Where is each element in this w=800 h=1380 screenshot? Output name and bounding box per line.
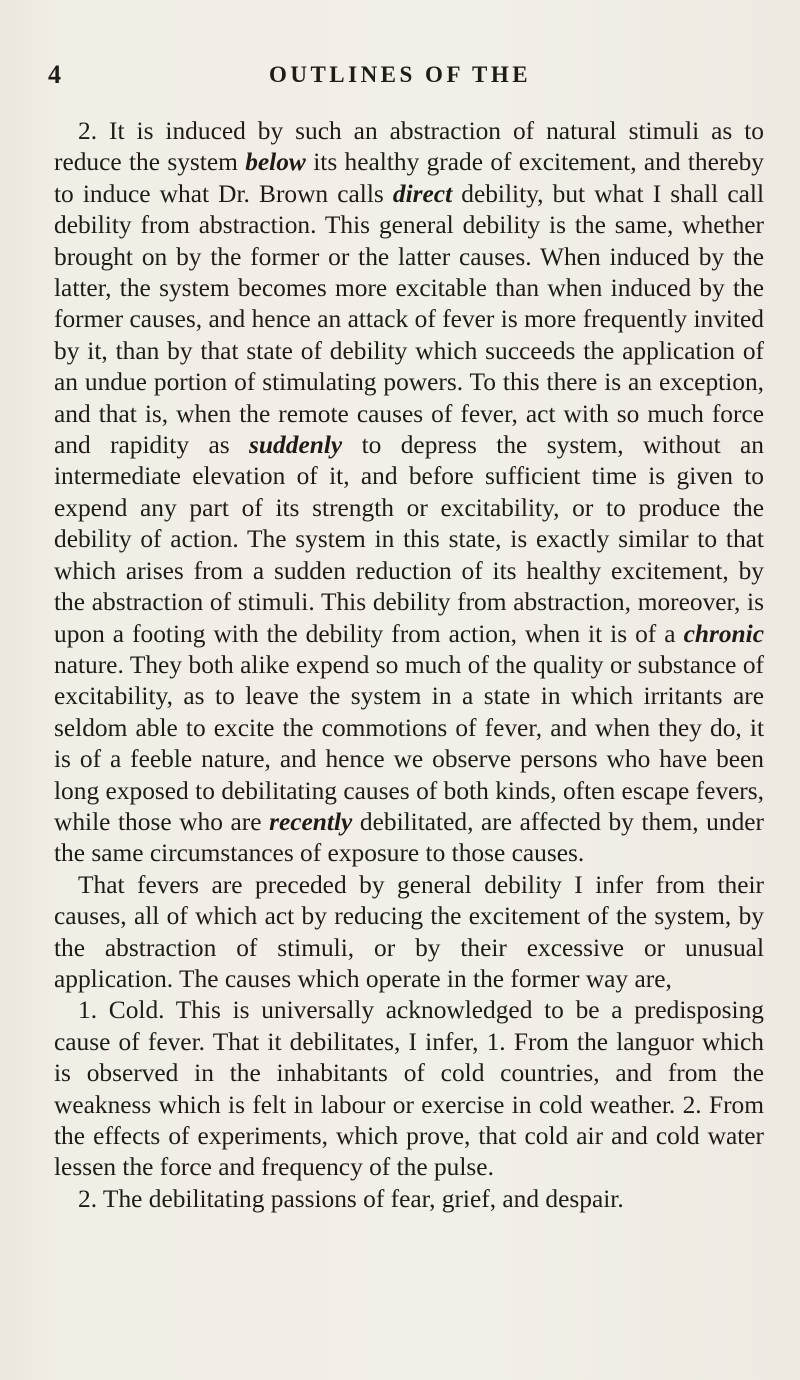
paragraph <box>54 116 764 870</box>
text-run: 1. Cold. This is universally acknowledged to be a predisposing cause of fever. That it debilitates, I infer, 1. From the languor which is observed in the inhabitants of cold countries, and from the weakness which is felt in labour or exercise in cold weather. 2. From the effects of experiments, which prove, that cold air and cold water lessen the force and frequency of the pulse. <box>54 996 764 1182</box>
paragraph <box>54 995 764 1183</box>
text-run: 2. The debilitating passions of fear, grief, and despair. <box>78 1184 624 1213</box>
emphasized-text: chronic <box>683 619 764 648</box>
emphasized-text: recently <box>269 807 353 836</box>
page-number: 4 <box>48 60 61 89</box>
paragraph <box>54 1184 764 1215</box>
text-run: debilitated, are affected by them, under the same circumstances of exposure to those causes. <box>54 807 764 868</box>
emphasized-text: suddenly <box>249 431 343 460</box>
text-run: to depress the system, without an intermediate elevation of it, and before sufficient time is given to expend any part of its strength or excitability, or to produce the debility of action. The system in this state, is exactly similar to that which arises from a sudden reduction of its healthy excitement, by the abstraction of stimuli. This debility from abstraction, moreover, is upon a footing with the debility from action, when it is of a <box>54 431 765 648</box>
emphasized-text: below <box>245 148 306 177</box>
text-run: nature. They both alike expend so much of the quality or substance of excitability, as to leave the system in a state in which irritants are seldom able to excite the commotions of fever, and when they do, it is of a feeble nature, and hence we observe persons who have been long exposed to debilitating causes of both kinds, often escape fevers, while those who are <box>54 650 764 836</box>
running-head: OUTLINES OF THE <box>268 62 532 87</box>
page-header <box>0 54 800 98</box>
emphasized-text: direct <box>392 179 453 208</box>
text-run: its healthy grade of excitement, and thereby to induce what Dr. Brown calls <box>54 148 765 208</box>
text-run: debility, but what I shall call debility from abstraction. This general debility is the same, whether brought on by the former or the latter causes. When induced by the latter, the system becomes more excitable than when induced by the former causes, and hence an attack of fever is more frequently invited by it, than by that state of debility which succeeds the application of an undue portion of stimulating powers. To this there is an exception, and that is, when the remote causes of fever, act with so much force and rapidity as <box>54 179 764 460</box>
body-text <box>54 116 764 1215</box>
text-run: 2. It is induced by such an abstraction of natural stimuli as to reduce the system <box>54 117 764 177</box>
text-run: That fevers are preceded by general debility I infer from their causes, all of which act by reducing the excitement of the system, by the abstraction of stimuli, or by their excessive or unusual application. The causes which operate in the former way are, <box>54 870 764 993</box>
paragraph <box>54 870 764 996</box>
